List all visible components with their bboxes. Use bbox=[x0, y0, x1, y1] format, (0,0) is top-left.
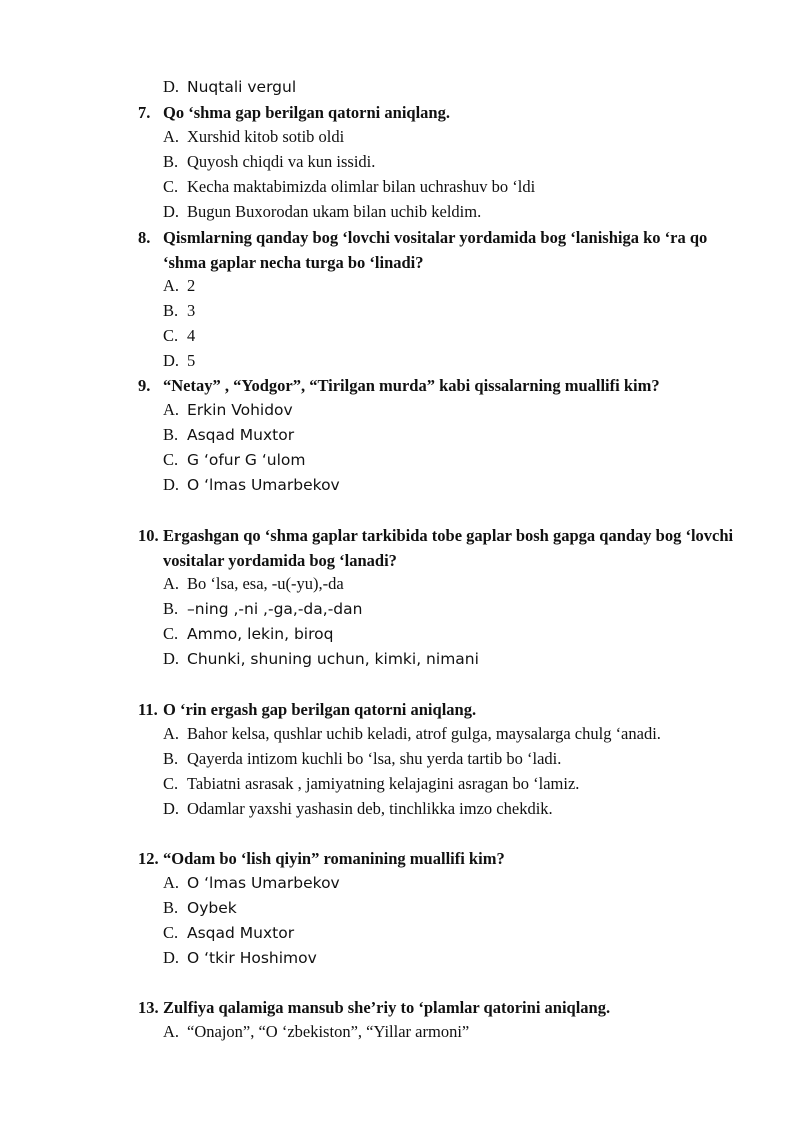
question-text: “Netay” , “Yodgor”, “Tirilgan murda” kabi qissalarning muallifi kim? bbox=[163, 376, 660, 395]
question-text: Ergashgan qo ‘shma gaplar tarkibida tobe gaplar bosh gapga qanday bog ‘lovchi vositalar yordamida bog ‘lanadi? bbox=[163, 526, 734, 570]
option-letter: A. bbox=[163, 276, 180, 295]
option-letter: C. bbox=[163, 774, 179, 793]
question-11 bbox=[138, 697, 748, 722]
option-letter: B. bbox=[163, 425, 179, 444]
option-10c bbox=[163, 623, 333, 645]
option-text: O ‘lmas Umarbekov bbox=[187, 874, 340, 892]
option-letter: D. bbox=[163, 77, 180, 96]
option-letter: D. bbox=[163, 475, 180, 494]
question-text: Qismlarning qanday bog ‘lovchi vositalar yordamida bog ‘lanishiga ko ‘ra qo ‘shma gaplar necha turga bo ‘linadi? bbox=[163, 228, 708, 272]
option-text: Bo ‘lsa, esa, -u(-yu),-da bbox=[187, 574, 344, 593]
option-10d bbox=[163, 648, 479, 670]
option-text: Nuqtali vergul bbox=[187, 78, 297, 96]
option-letter: B. bbox=[163, 898, 179, 917]
option-text: 5 bbox=[187, 351, 196, 370]
question-9 bbox=[138, 373, 748, 398]
question-text: “Odam bo ‘lish qiyin” romanining muallifi kim? bbox=[163, 849, 505, 868]
question-number: 8. bbox=[138, 228, 151, 247]
option-text: Kecha maktabimizda olimlar bilan uchrashuv bo ‘ldi bbox=[187, 177, 536, 196]
question-number: 7. bbox=[138, 103, 151, 122]
option-7b bbox=[163, 151, 375, 173]
question-text: O ‘rin ergash gap berilgan qatorni aniqlang. bbox=[163, 700, 477, 719]
question-number: 10. bbox=[138, 526, 159, 545]
option-letter: A. bbox=[163, 873, 180, 892]
option-letter: B. bbox=[163, 301, 179, 320]
option-text: Quyosh chiqdi va kun issidi. bbox=[187, 152, 376, 171]
question-number: 9. bbox=[138, 376, 151, 395]
option-letter: C. bbox=[163, 177, 179, 196]
option-11b bbox=[163, 748, 561, 770]
question-12 bbox=[138, 846, 748, 871]
option-text: Odamlar yaxshi yashasin deb, tinchlikka imzo chekdik. bbox=[187, 799, 553, 818]
option-text: Bahor kelsa, qushlar uchib keladi, atrof gulga, maysalarga chulg ‘anadi. bbox=[187, 724, 661, 743]
option-12a bbox=[163, 872, 340, 894]
question-number: 13. bbox=[138, 998, 159, 1017]
option-letter: C. bbox=[163, 923, 179, 942]
option-11c bbox=[163, 773, 579, 795]
option-letter: C. bbox=[163, 326, 179, 345]
question-8 bbox=[138, 225, 748, 275]
option-12b bbox=[163, 897, 237, 919]
option-9a bbox=[163, 399, 293, 421]
option-letter: D. bbox=[163, 799, 180, 818]
question-10 bbox=[138, 523, 748, 573]
option-text: Ammo, lekin, biroq bbox=[187, 625, 334, 643]
option-letter: B. bbox=[163, 152, 179, 171]
option-text: “Onajon”, “O ‘zbekiston”, “Yillar armoni” bbox=[187, 1022, 470, 1041]
option-10a bbox=[163, 573, 344, 595]
option-text: G ‘ofur G ‘ulom bbox=[187, 451, 306, 469]
option-letter: B. bbox=[163, 749, 179, 768]
option-text: Xurshid kitob sotib oldi bbox=[187, 127, 345, 146]
option-letter: A. bbox=[163, 724, 180, 743]
option-7a bbox=[163, 126, 344, 148]
option-11d bbox=[163, 798, 553, 820]
option-letter: C. bbox=[163, 624, 179, 643]
option-7c bbox=[163, 176, 535, 198]
option-letter: A. bbox=[163, 127, 180, 146]
option-letter: D. bbox=[163, 202, 180, 221]
option-text: –ning ,-ni ,-ga,-da,-dan bbox=[187, 600, 363, 618]
option-text: 4 bbox=[187, 326, 196, 345]
question-number: 12. bbox=[138, 849, 159, 868]
option-text: Asqad Muxtor bbox=[187, 426, 295, 444]
option-letter: D. bbox=[163, 649, 180, 668]
option-letter: D. bbox=[163, 351, 180, 370]
option-letter: A. bbox=[163, 400, 180, 419]
option-text: O ‘lmas Umarbekov bbox=[187, 476, 340, 494]
question-number: 11. bbox=[138, 700, 158, 719]
option-8d bbox=[163, 350, 195, 372]
option-7d bbox=[163, 201, 481, 223]
option-text: Qayerda intizom kuchli bo ‘lsa, shu yerda tartib bo ‘ladi. bbox=[187, 749, 562, 768]
option-11a bbox=[163, 723, 661, 745]
option-text: Asqad Muxtor bbox=[187, 924, 295, 942]
option-9b bbox=[163, 424, 294, 446]
option-9d bbox=[163, 474, 340, 496]
option-text: 2 bbox=[187, 276, 196, 295]
option-9c bbox=[163, 449, 306, 471]
option-13a bbox=[163, 1021, 469, 1043]
question-7 bbox=[138, 100, 748, 125]
option-letter: D. bbox=[163, 948, 180, 967]
option-text: Tabiatni asrasak , jamiyatning kelajagini asragan bo ‘lamiz. bbox=[187, 774, 580, 793]
option-10b bbox=[163, 598, 362, 620]
option-text: Erkin Vohidov bbox=[187, 401, 293, 419]
question-text: Zulfiya qalamiga mansub she’riy to ‘plamlar qatorini aniqlang. bbox=[163, 998, 611, 1017]
option-text: Chunki, shuning uchun, kimki, nimani bbox=[187, 650, 479, 668]
option-8a bbox=[163, 275, 195, 297]
question-13 bbox=[138, 995, 748, 1020]
option-8b bbox=[163, 300, 195, 322]
option-text: Oybek bbox=[187, 899, 237, 917]
option-text: Bugun Buxorodan ukam bilan uchib keldim. bbox=[187, 202, 482, 221]
option-12c bbox=[163, 922, 294, 944]
option-text: 3 bbox=[187, 301, 196, 320]
option-letter: A. bbox=[163, 1022, 180, 1041]
option-text: O ‘tkir Hoshimov bbox=[187, 949, 317, 967]
option-letter: C. bbox=[163, 450, 179, 469]
option-8c bbox=[163, 325, 195, 347]
option-6d bbox=[163, 76, 296, 98]
option-letter: A. bbox=[163, 574, 180, 593]
question-text: Qo ‘shma gap berilgan qatorni aniqlang. bbox=[163, 103, 450, 122]
option-letter: B. bbox=[163, 599, 179, 618]
option-12d bbox=[163, 947, 317, 969]
